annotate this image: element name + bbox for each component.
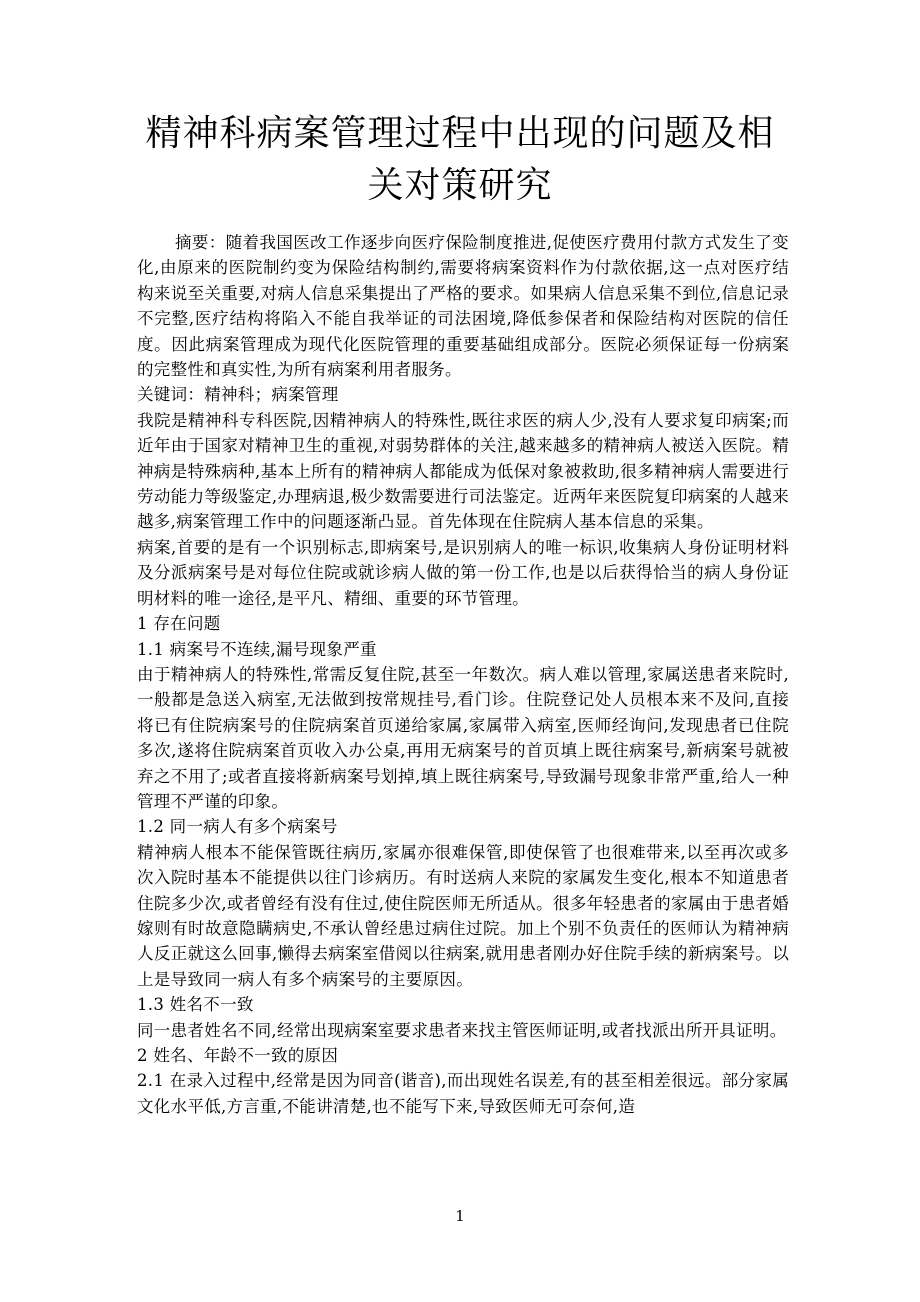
document-body <box>137 230 789 1119</box>
document-title <box>110 108 810 212</box>
subsection-heading-1-3: 1.3 姓名不一致 <box>137 995 254 1015</box>
intro-paragraph-2: 病案,首要的是有一个识别标志,即病案号,是识别病人的唯一标识,收集病人身份证明材料及分派病案号是对每位住院或就诊病人做的第一份工作,也是以后获得恰当的病人身份证明材料的唯一途径,是平凡、精细、重要的环节管理。 <box>137 537 789 608</box>
page-number: 1 <box>455 1207 465 1225</box>
subsection-paragraph-1-3: 同一患者姓名不同,经常出现病案室要求患者来找主管医师证明,或者找派出所开具证明。 <box>137 1020 787 1040</box>
section-heading-2: 2 姓名、年龄不一致的原因 <box>137 1046 339 1065</box>
section-heading-1: 1 存在问题 <box>137 614 221 634</box>
subsection-heading-1-2: 1.2 同一病人有多个病案号 <box>137 817 338 837</box>
title-line-2: 关对策研究 <box>367 165 553 206</box>
abstract-paragraph: 摘要：随着我国医改工作逐步向医疗保险制度推进,促使医疗费用付款方式发生了变化,由原来的医院制约变为保险结构制约,需要将病案资料作为付款依据,这一点对医疗结构来说至关重要,对病人信息采集提出了严格的要求。如果病人信息采集不到位,信息记录不完整,医疗结构将陷入不能自我举证的司法困境,降低参保者和保险结构对医院的信任度。因此病案管理成为现代化医院管理的重要基础组成部分。医院必须保证每一份病案的完整性和真实性,为所有病案利用者服务。 <box>137 233 789 380</box>
keywords-line: 关键词：精神科；病案管理 <box>137 385 339 405</box>
intro-paragraph-1: 我院是精神科专科医院,因精神病人的特殊性,既往求医的病人少,没有人要求复印病案;而近年由于国家对精神卫生的重视,对弱势群体的关注,越来越多的精神病人被送入医院。精神病是特殊病种,基本上所有的精神病人都能成为低保对象被救助,很多精神病人需要进行劳动能力等级鉴定,办理病退,极少数需要进行司法鉴定。近两年来医院复印病案的人越来越多,病案管理工作中的问题逐渐凸显。首先体现在住院病人基本信息的采集。 <box>137 410 789 532</box>
subsection-paragraph-1-1: 由于精神病人的特殊性,常需反复住院,甚至一年数次。病人难以管理,家属送患者来院时,一般都是急送入病室,无法做到按常规挂号,看门诊。住院登记处人员根本来不及问,直接将已有住院病案号的住院病案首页递给家属,家属带入病室,医师经询问,发现患者已住院多次,遂将住院病案首页收入办公桌,再用无病案号的首页填上既往病案号,新病案号就被弃之不用了;或者直接将新病案号划掉,填上既往病案号,导致漏号现象非常严重,给人一种管理不严谨的印象。 <box>137 664 789 811</box>
title-line-1: 精神科病案管理过程中出现的问题及相 <box>145 113 775 154</box>
subsection-paragraph-2-1: 2.1 在录入过程中,经常是因为同音(谐音),而出现姓名误差,有的甚至相差很远。部分家属文化水平低,方言重,不能讲清楚,也不能写下来,导致医师无可奈何,造 <box>137 1071 789 1116</box>
subsection-heading-1-1: 1.1 病案号不连续,漏号现象严重 <box>137 639 377 659</box>
subsection-paragraph-1-2: 精神病人根本不能保管既往病历,家属亦很难保管,即使保管了也很难带来,以至再次或多次入院时基本不能提供以往门诊病历。有时送病人来院的家属发生变化,根本不知道患者住院多少次,或者曾经有没有住过,使住院医师无所适从。很多年轻患者的家属由于患者婚嫁则有时故意隐瞒病史,不承认曾经患过病住过院。加上个别不负责任的医师认为精神病人反正就这么回事,懒得去病案室借阅以往病案,就用患者刚办好住院手续的新病案号。以上是导致同一病人有多个病案号的主要原因。 <box>137 842 789 989</box>
